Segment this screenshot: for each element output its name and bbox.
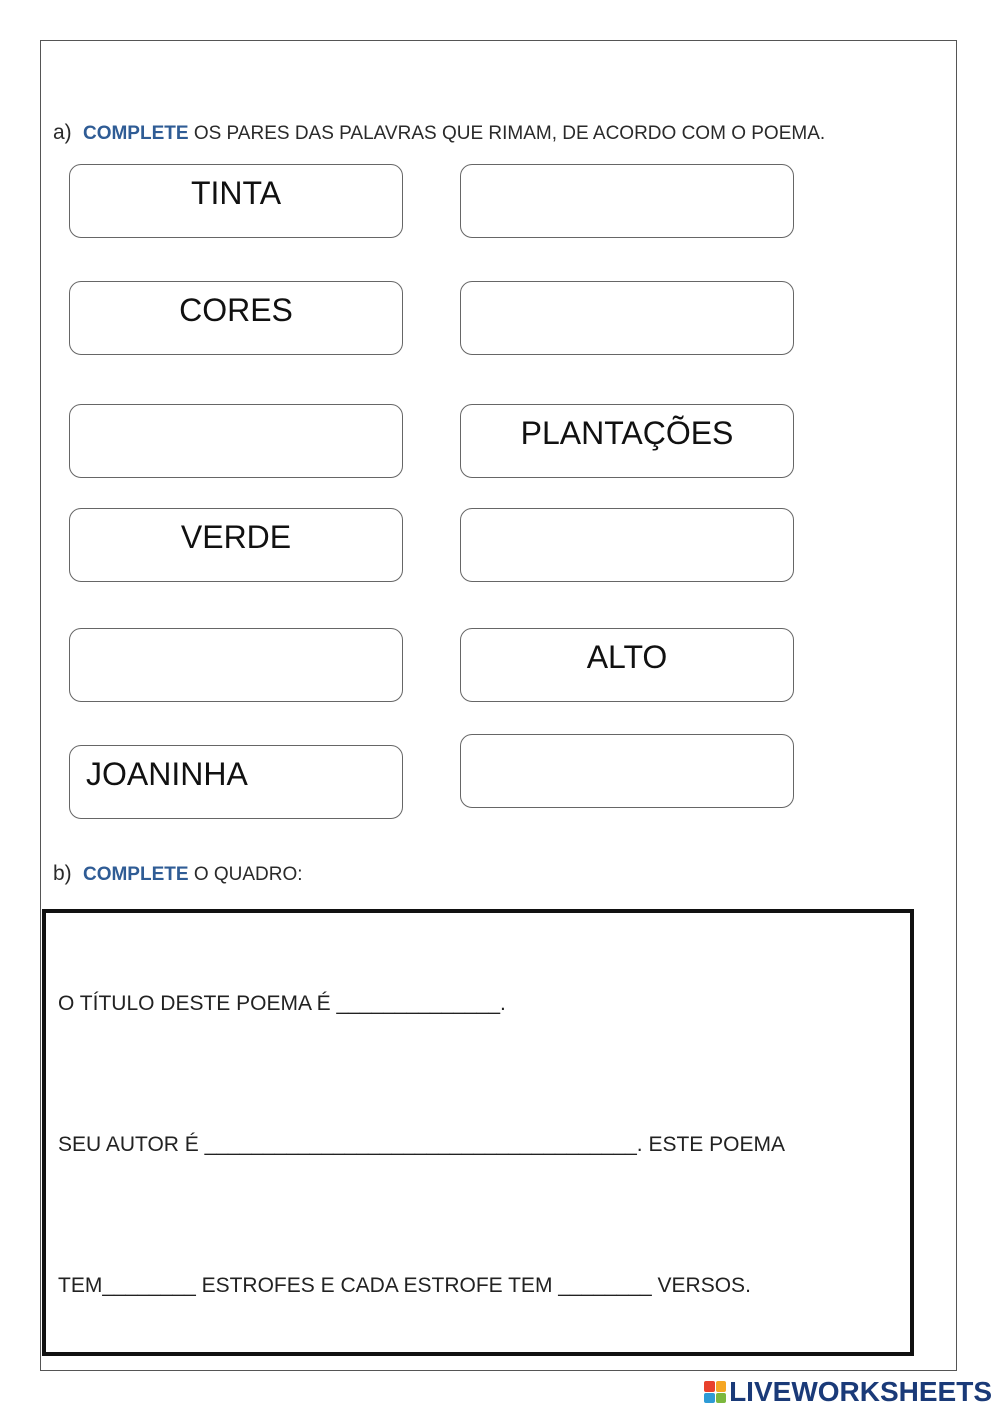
liveworksheets-icon — [704, 1381, 726, 1403]
answer-box-right-6[interactable] — [460, 734, 794, 808]
word-box-left-6: JOANINHA — [69, 745, 403, 819]
answer-box-right-2[interactable] — [460, 281, 794, 355]
instruction-a — [53, 121, 825, 145]
instruction-b-keyword: COMPLETE — [82, 864, 189, 885]
word-box-right-3: PLANTAÇÕES — [460, 404, 794, 478]
word-box-right-5: ALTO — [460, 628, 794, 702]
instruction-a-keyword: COMPLETE — [82, 123, 189, 144]
word-box-left-2: CORES — [69, 281, 403, 355]
instruction-a-text: OS PARES DAS PALAVRAS QUE RIMAM, DE ACORDO COM O POEMA. — [193, 123, 826, 144]
table-line-stanzas[interactable]: TEM________ ESTROFES E CADA ESTROFE TEM ________ VERSOS. — [58, 1274, 751, 1297]
answer-box-left-5[interactable] — [69, 628, 403, 702]
answer-box-left-3[interactable] — [69, 404, 403, 478]
answer-box-right-4[interactable] — [460, 508, 794, 582]
table-line-author[interactable]: SEU AUTOR É _____________________________________. ESTE POEMA — [58, 1133, 785, 1156]
word-box-left-4: VERDE — [69, 508, 403, 582]
instruction-b — [53, 862, 303, 886]
instruction-b-text: O QUADRO: — [193, 864, 303, 885]
table-line-title[interactable]: O TÍTULO DESTE POEMA É ______________. — [58, 992, 506, 1015]
instruction-b-letter: b) — [53, 862, 72, 885]
liveworksheets-brand: LIVEWORKSHEETS — [729, 1376, 992, 1407]
instruction-a-letter: a) — [53, 121, 72, 144]
answer-box-right-1[interactable] — [460, 164, 794, 238]
word-box-left-1: TINTA — [69, 164, 403, 238]
liveworksheets-logo[interactable] — [704, 1376, 992, 1408]
